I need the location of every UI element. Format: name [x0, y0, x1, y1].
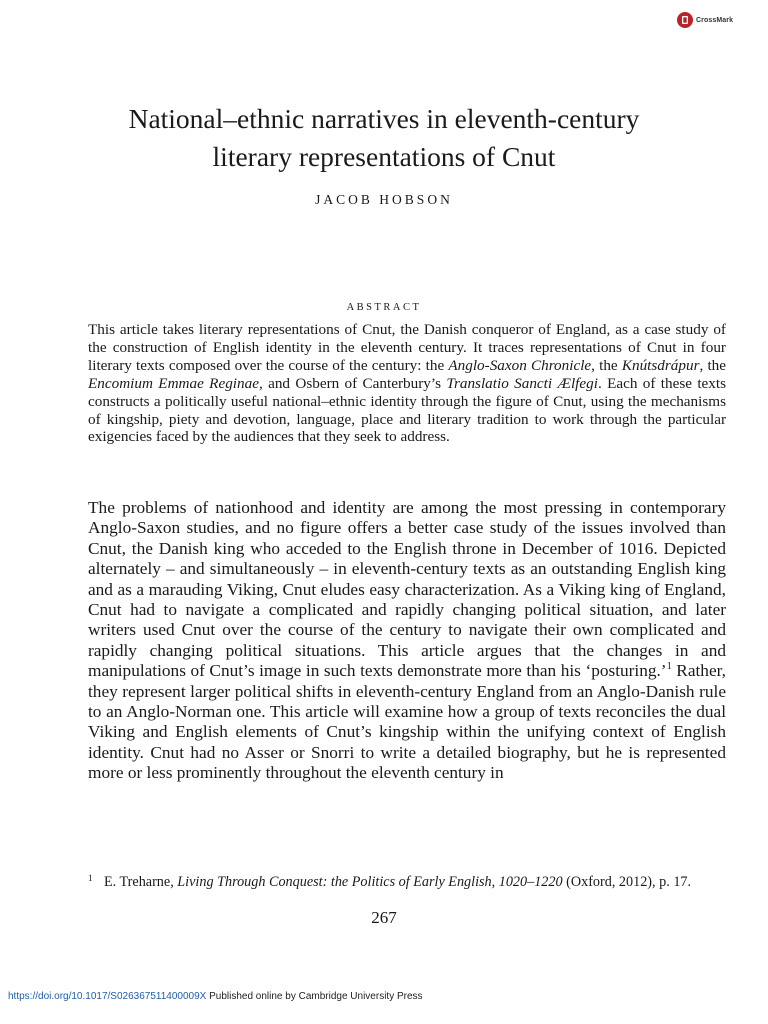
- body-text-1: The problems of nationhood and identity are among the most pressing in contemporary Anglo-Saxon studies, and no figure offers a better case study of the issues involved than Cnut, the Danish king who acceded to the English throne in December of 1016. Depicted alternately – and simultaneously – in eleventh-century texts as an outstanding English king and as a marauding Viking, Cnut eludes easy characterization. As a Viking king of England, Cnut had to navigate a complicated and rapidly changing political situation, and later writers used Cnut over the course of the century to navigate their own complicated and rapidly changing political situations. This article argues that the changes in and manipulations of Cnut’s image in such texts demonstrate more than his ‘posturing.’: [88, 498, 726, 681]
- title-line-2: literary representations of Cnut: [212, 141, 556, 172]
- title-line-1: National–ethnic narratives in eleventh-century: [128, 103, 640, 134]
- crossmark-badge[interactable]: [677, 12, 733, 28]
- footnote-author: E. Treharne,: [104, 874, 178, 890]
- abstract-text-2: . Each of these texts constructs a politically useful national–ethnic identity through the figure of Cnut, using the mechanisms of kingship, piety and devotion, language, place and literary tradition to work through the particular exigencies faced by the audiences that they seek to address.: [88, 374, 726, 446]
- footnote: [88, 870, 716, 892]
- abstract-sep-3: , and Osbern of Canterbury’s: [258, 374, 447, 392]
- body-paragraph: [88, 498, 726, 784]
- doi-link[interactable]: https://doi.org/10.1017/S026367511400009X: [8, 991, 207, 1002]
- abstract-heading: ABSTRACT: [346, 302, 422, 313]
- abstract-sep-1: , the: [591, 356, 622, 374]
- crossmark-icon: [677, 12, 693, 28]
- publisher-text: Published online by Cambridge University Press: [206, 991, 423, 1002]
- footnote-work: Living Through Conquest: the Politics of Early English, 1020–1220: [177, 874, 563, 890]
- abstract-work-1: Anglo-Saxon Chronicle: [448, 356, 592, 374]
- body-text-2: Rather, they represent larger political shifts in eleventh-century England from an Anglo-Danish rule to an Anglo-Norman one. This article will examine how a group of texts reconciles the dual Viking and English elements of Cnut’s kingship within the unifying context of English identity. Cnut had no Asser or Snorri to write a detailed biography, but he is represented more or less prominently throughout the eleventh century in: [88, 661, 726, 783]
- abstract-paragraph: [88, 321, 726, 446]
- abstract-work-4: Translatio Sancti Ælfegi: [446, 374, 598, 392]
- crossmark-label: CrossMark: [696, 16, 734, 24]
- footnote-reference[interactable]: 1: [666, 661, 672, 673]
- abstract-text-1: This article takes literary representations of Cnut, the Danish conqueror of England, as a case study of the construction of English identity in the eleventh century. It traces representations of Cnut in four literary texts composed over the course of the century: the: [88, 321, 726, 374]
- footnote-number: 1: [88, 873, 93, 883]
- author-name: JACOB HOBSON: [315, 192, 453, 207]
- abstract-sep-2: , the: [699, 356, 727, 374]
- footnote-rest: (Oxford, 2012), p. 17.: [562, 874, 692, 890]
- abstract-work-3: Encomium Emmae Reginae: [88, 374, 259, 392]
- publisher-line: [8, 991, 423, 1002]
- abstract-work-2: Knútsdrápur: [621, 356, 700, 374]
- article-title: [60, 100, 708, 176]
- page-number: 267: [371, 908, 397, 927]
